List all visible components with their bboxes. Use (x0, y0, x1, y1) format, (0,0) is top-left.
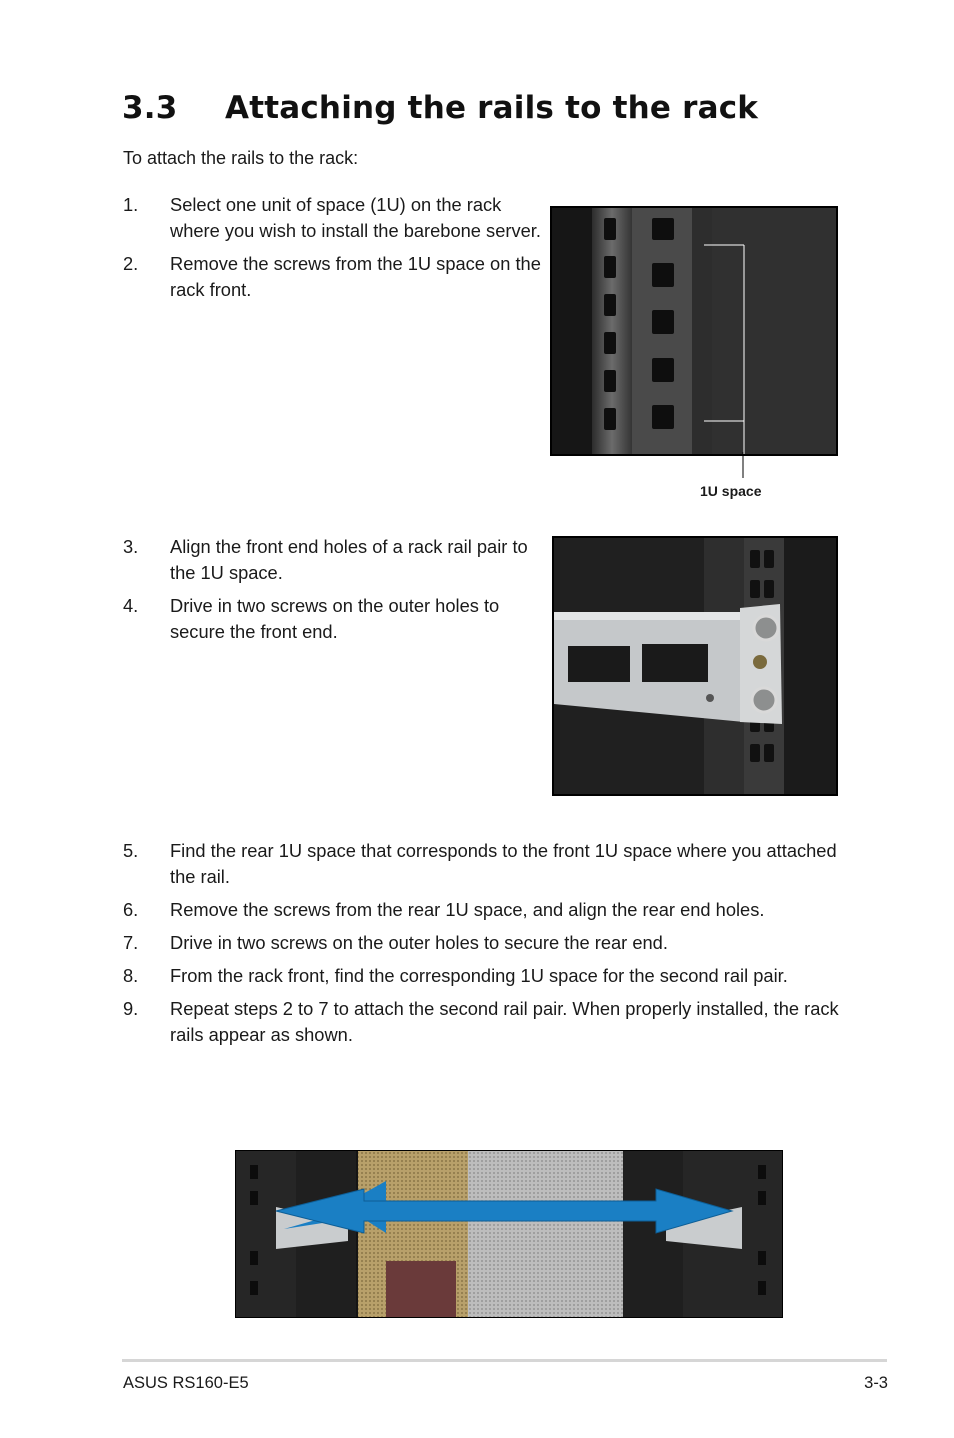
step-text: Drive in two screws on the outer holes to secure the front end. (170, 595, 500, 642)
step-text: Find the rear 1U space that corresponds to the front 1U space where you attached the rail. (170, 840, 837, 887)
step-number: 4. (123, 595, 139, 616)
steps-list-1 (123, 192, 543, 310)
step-text: Drive in two screws on the outer holes to secure the rear end. (170, 932, 668, 953)
step-number: 2. (123, 253, 139, 274)
rack-1u-photo (550, 206, 838, 456)
step-item (123, 192, 543, 244)
step-number: 3. (123, 536, 139, 557)
installed-rails-photo (235, 1150, 783, 1318)
footer-divider (122, 1359, 887, 1362)
step-item (123, 963, 843, 989)
step-number: 1. (123, 194, 139, 215)
step-item (123, 838, 843, 890)
step-number: 9. (123, 998, 139, 1019)
footer-page-number: 3-3 (864, 1374, 888, 1392)
step-text: Align the front end holes of a rack rail pair to the 1U space. (170, 536, 528, 583)
step-item (123, 996, 843, 1048)
intro-text: To attach the rails to the rack: (123, 148, 359, 168)
step-item (123, 930, 843, 956)
step-text: Repeat steps 2 to 7 to attach the second rail pair. When properly installed, the rack rails appear as shown. (170, 998, 839, 1045)
section-number: 3.3 (122, 90, 178, 126)
step-item (123, 897, 843, 923)
step-number: 6. (123, 899, 139, 920)
step-text: Remove the screws from the 1U space on the rack front. (170, 253, 541, 300)
step-text: Remove the screws from the rear 1U space, and align the rear end holes. (170, 899, 765, 920)
step-text: Select one unit of space (1U) on the rack where you wish to install the barebone server. (170, 194, 541, 241)
rail-front-end-photo (552, 536, 838, 796)
step-text: From the rack front, find the corresponding 1U space for the second rail pair. (170, 965, 788, 986)
step-item (123, 534, 543, 586)
step-item (123, 251, 543, 303)
callout-leader-line (742, 452, 746, 478)
section-title: Attaching the rails to the rack (225, 90, 759, 126)
figure-callout-1u-space: 1U space (700, 483, 762, 499)
step-number: 7. (123, 932, 139, 953)
steps-list-2 (123, 534, 543, 652)
section-heading (122, 90, 758, 126)
step-item (123, 593, 543, 645)
footer-product-name: ASUS RS160-E5 (123, 1374, 249, 1392)
steps-list-3 (123, 838, 843, 1055)
step-number: 8. (123, 965, 139, 986)
step-number: 5. (123, 840, 139, 861)
